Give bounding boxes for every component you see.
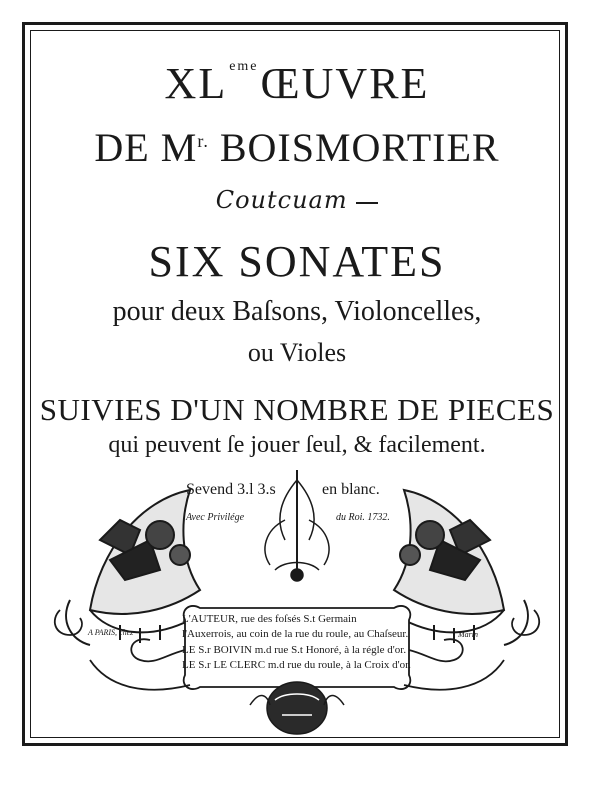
ornamental-cartouche: [30, 460, 564, 740]
instruments-line: pour deux Baſsons, Violoncelles,: [112, 296, 482, 327]
address-line-1: L'AUTEUR, rue des foſsés S.t Germain: [182, 613, 357, 625]
price-text: Sevend 3.l 3.s: [186, 481, 276, 498]
right-cornucopia: [394, 490, 528, 645]
left-cornucopia: [66, 490, 200, 645]
address-line-3: LE S.r BOIVIN m.d rue S.t Honoré, à la régle d'or.: [182, 644, 407, 656]
bottom-medallion: [250, 682, 344, 734]
privilege-date: du Roi. 1732.: [336, 512, 390, 523]
address-line-2: l'Auxerrois, au coin de la rue du roule, au Chaſseur.: [182, 628, 409, 640]
privilege-text: Avec Privilége: [186, 512, 245, 523]
paris-label: A PARIS, chez: [88, 628, 134, 637]
composer-title: DE $M^{r.}$ BOISMORTIER: [94, 125, 500, 170]
price-note: en blanc.: [322, 481, 380, 498]
pieces-subheading: qui peuvent ſe jouer ſeul, & facilement.: [108, 432, 486, 458]
address-line-4: LE S.r LE CLERC m.d rue du roule, à la Croix d'or.: [182, 659, 411, 671]
main-title: SIX SONATES: [148, 237, 446, 286]
opus-title: XL $^{eme}$ŒUVRE: [164, 59, 430, 108]
signature: Coutcuam: [0, 186, 594, 214]
marin-label: Marin: [458, 630, 478, 639]
instruments-line-2: ou Violes: [247, 338, 347, 367]
pieces-heading: SUIVIES D'UN NOMBRE DE PIECES: [39, 392, 555, 427]
